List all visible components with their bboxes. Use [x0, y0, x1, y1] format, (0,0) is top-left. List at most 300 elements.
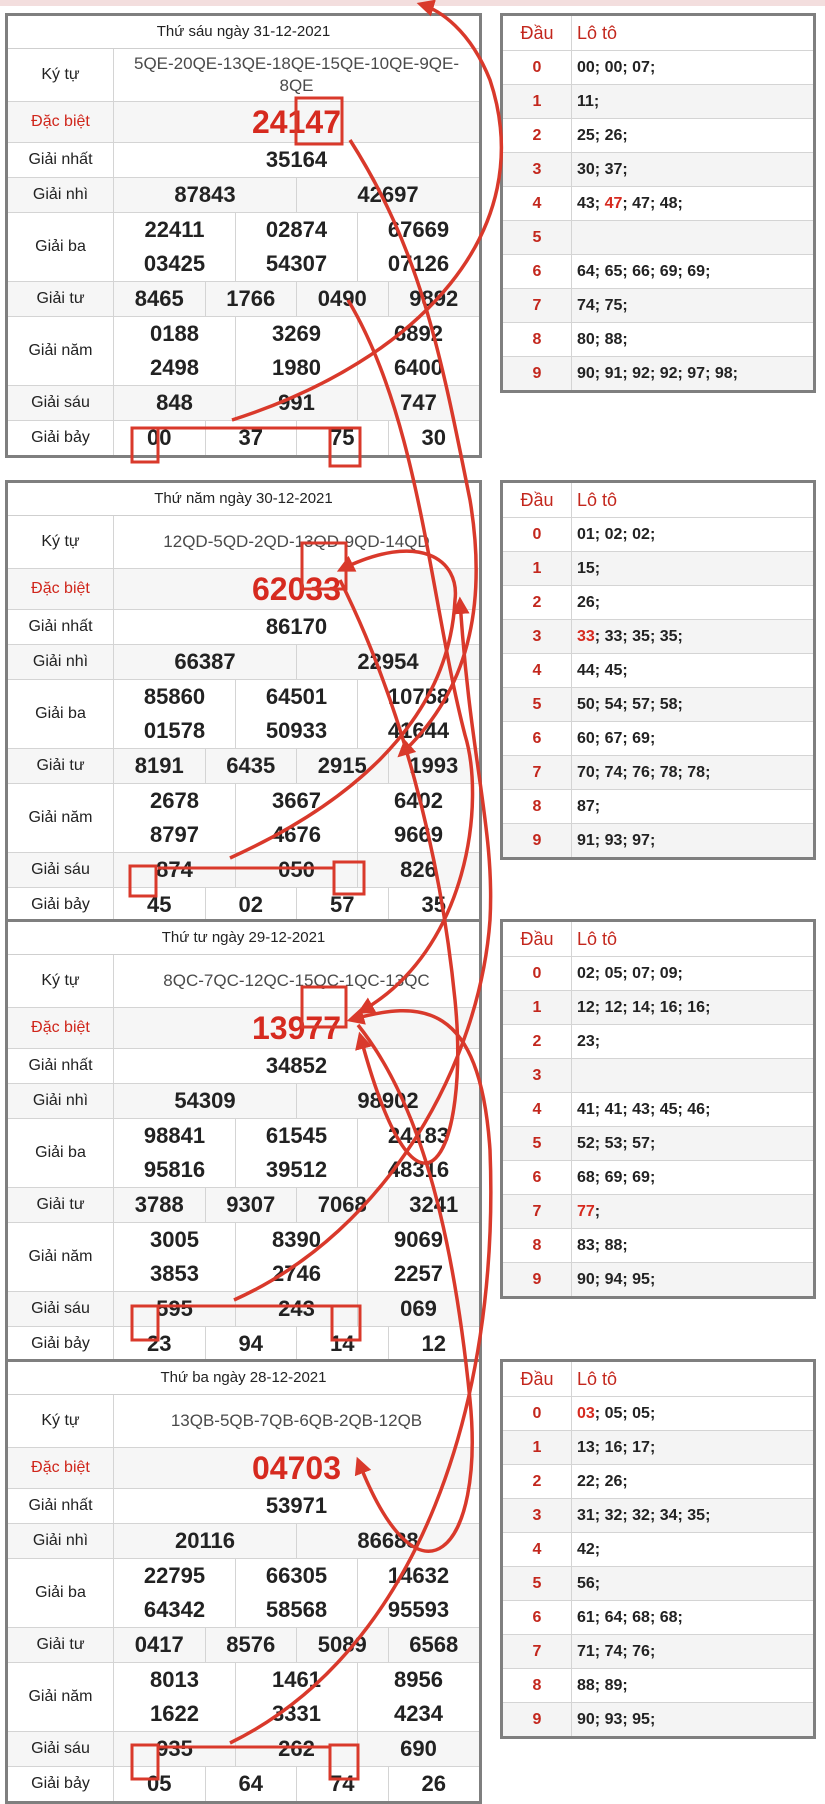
third-prize-number: 02874	[236, 213, 358, 247]
fourth-prize-number: 9307	[206, 1188, 298, 1222]
loto-value-rest: 22; 26;	[577, 1472, 628, 1490]
row-sixth-values	[114, 853, 479, 887]
loto-value-rest: 26;	[577, 593, 601, 611]
seventh-prize-number: 75	[297, 421, 389, 455]
loto-value-rest: 11;	[577, 92, 600, 110]
loto-values	[572, 1059, 813, 1092]
loto-values	[572, 1195, 813, 1228]
loto-values	[572, 552, 813, 585]
fifth-prize-number: 3005	[114, 1223, 236, 1257]
row-seventh	[8, 1327, 479, 1361]
first-prize-number: 53971	[265, 1493, 328, 1518]
special-prize-number: 62033	[252, 570, 341, 607]
loto-head-loto: Lô tô	[577, 22, 618, 43]
fifth-prize-number: 1622	[114, 1697, 236, 1731]
loto-value-rest: 13; 16; 17;	[577, 1438, 656, 1456]
loto-values	[572, 1161, 813, 1194]
loto-head-digit: 3	[503, 620, 572, 653]
loto-values	[572, 1025, 813, 1058]
prize-line	[114, 1448, 479, 1488]
row-sixth-label: Giải sáu	[8, 1732, 114, 1766]
seventh-prize-number: 05	[114, 1767, 206, 1801]
row-third	[8, 213, 479, 282]
row-kytu-label: Ký tự	[8, 49, 114, 101]
third-prize-number: 66305	[236, 1559, 358, 1593]
row-third-values	[114, 680, 479, 748]
row-third	[8, 1119, 479, 1188]
seventh-prize-number: 23	[114, 1327, 206, 1361]
row-second-values	[114, 1084, 479, 1118]
row-first	[8, 143, 479, 178]
loto-values	[572, 620, 813, 653]
loto-values	[572, 357, 813, 390]
loto-value-rest: 60; 67; 69;	[577, 729, 656, 747]
loto-head-digit: 9	[503, 1263, 572, 1296]
loto-value-rest: 44; 45;	[577, 661, 628, 679]
prize-line	[114, 853, 479, 887]
third-prize-number: 61545	[236, 1119, 358, 1153]
loto-values	[572, 187, 813, 220]
row-third	[8, 680, 479, 749]
loto-head-digit: 1	[503, 552, 572, 585]
loto-values	[572, 289, 813, 322]
loto-head-digit: 6	[503, 1161, 572, 1194]
loto-row	[503, 323, 813, 357]
loto-head-digit: 2	[503, 119, 572, 152]
row-first-label: Giải nhất	[8, 1489, 114, 1523]
loto-row	[503, 991, 813, 1025]
prize-line	[114, 102, 479, 142]
loto-values	[572, 1465, 813, 1498]
row-fifth-values	[114, 1663, 479, 1731]
row-seventh	[8, 421, 479, 455]
loto-value-pre: 43;	[577, 194, 605, 212]
loto-head-digit: 4	[503, 654, 572, 687]
sixth-prize-number: 848	[114, 386, 236, 420]
loto-values	[572, 255, 813, 288]
loto-values	[572, 323, 813, 356]
third-prize-number: 67669	[387, 217, 450, 242]
fifth-prize-number: 3331	[236, 1697, 358, 1731]
loto-head-digit: 0	[503, 1397, 572, 1430]
loto-values	[572, 688, 813, 721]
loto-values	[572, 790, 813, 823]
special-prize-number: 04703	[252, 1449, 341, 1486]
prize-line	[114, 49, 479, 101]
row-fifth-label: Giải năm	[8, 1663, 114, 1731]
fourth-prize-number: 6568	[409, 1632, 459, 1657]
loto-value-rest: 42;	[577, 1540, 601, 1558]
prize-line	[114, 645, 479, 679]
loto-row	[503, 1397, 813, 1431]
prize-line	[114, 1257, 479, 1291]
row-fourth-values	[114, 1628, 479, 1662]
row-fourth-values	[114, 749, 479, 783]
loto-value-rest: 90; 91; 92; 92; 97; 98;	[577, 364, 738, 382]
loto-head-digit: 2	[503, 1025, 572, 1058]
loto-head-digit: 6	[503, 722, 572, 755]
third-prize-number: 95816	[114, 1153, 236, 1187]
row-kytu-label: Ký tự	[8, 1395, 114, 1447]
loto-table	[500, 1359, 816, 1739]
fourth-prize-number: 0417	[114, 1628, 206, 1662]
loto-head-digit: 0	[503, 51, 572, 84]
third-prize-number: 64342	[114, 1593, 236, 1627]
loto-values	[572, 85, 813, 118]
loto-value-rest: ; 47; 48;	[622, 194, 683, 212]
loto-row	[503, 1093, 813, 1127]
row-sixth	[8, 1732, 479, 1767]
loto-value-rest: 64; 65; 66; 69; 69;	[577, 262, 711, 280]
loto-row	[503, 957, 813, 991]
row-special	[8, 102, 479, 143]
prize-line	[114, 247, 479, 281]
sixth-prize-number: 050	[236, 853, 358, 887]
row-fourth-label: Giải tư	[8, 282, 114, 316]
prize-line	[114, 610, 479, 644]
row-first-label: Giải nhất	[8, 1049, 114, 1083]
top-strip	[0, 0, 825, 6]
prize-line	[114, 1223, 479, 1257]
sixth-prize-number: 991	[236, 386, 358, 420]
loto-row	[503, 187, 813, 221]
loto-head-dau: Đầu	[503, 483, 572, 517]
first-prize-number: 86170	[265, 614, 328, 639]
row-sixth	[8, 386, 479, 421]
prize-line	[114, 1628, 479, 1662]
row-fifth	[8, 1223, 479, 1292]
prize-line	[114, 351, 479, 385]
loto-head-loto: Lô tô	[577, 928, 618, 949]
loto-head-loto: Lô tô	[577, 1368, 618, 1389]
loto-value-rest: 68; 69; 69;	[577, 1168, 656, 1186]
loto-values	[572, 1093, 813, 1126]
fourth-prize-number: 0490	[297, 282, 389, 316]
loto-head-dau: Đầu	[503, 922, 572, 956]
loto-row	[503, 1263, 813, 1296]
row-third-values	[114, 1119, 479, 1187]
row-special	[8, 1448, 479, 1489]
loto-header	[503, 1362, 813, 1397]
loto-row	[503, 1229, 813, 1263]
fifth-prize-number: 9069	[394, 1227, 443, 1252]
row-fourth	[8, 1188, 479, 1223]
prize-line	[114, 1008, 479, 1048]
seventh-prize-number: 26	[421, 1771, 446, 1796]
fourth-prize-number: 2915	[297, 749, 389, 783]
prize-line	[114, 1292, 479, 1326]
row-fourth	[8, 749, 479, 784]
seventh-prize-number: 35	[421, 892, 446, 917]
fifth-prize-number: 8956	[394, 1667, 443, 1692]
row-third-label: Giải ba	[8, 213, 114, 281]
row-fourth-label: Giải tư	[8, 1628, 114, 1662]
loto-row	[503, 1567, 813, 1601]
loto-row	[503, 1059, 813, 1093]
loto-row	[503, 1703, 813, 1736]
loto-value-rest: 00; 00; 07;	[577, 58, 656, 76]
loto-head-digit: 7	[503, 756, 572, 789]
loto-value-rest: ; 05; 05;	[594, 1404, 656, 1422]
draw-date: Thứ ba ngày 28-12-2021	[8, 1362, 479, 1395]
loto-values	[572, 1635, 813, 1668]
prize-line	[114, 1593, 479, 1627]
loto-values	[572, 1431, 813, 1464]
loto-head-digit: 6	[503, 255, 572, 288]
second-prize-number: 87843	[114, 178, 297, 212]
loto-row	[503, 1195, 813, 1229]
loto-row	[503, 255, 813, 289]
third-prize-number: 98841	[114, 1119, 236, 1153]
special-prize-number: 24147	[252, 103, 341, 140]
fifth-prize-number: 2678	[114, 784, 236, 818]
row-special-values	[114, 1448, 479, 1488]
seventh-prize-number: 12	[421, 1331, 446, 1356]
row-special-values	[114, 569, 479, 609]
row-kytu-label: Ký tự	[8, 955, 114, 1007]
series-code: 12QD-5QD-2QD-13QD-9QD-14QD	[163, 532, 430, 551]
first-prize-number: 34852	[265, 1053, 328, 1078]
loto-value-rest: 12; 12; 14; 16; 16;	[577, 998, 711, 1016]
row-first	[8, 1489, 479, 1524]
fourth-prize-number: 8465	[114, 282, 206, 316]
loto-row	[503, 221, 813, 255]
prize-line	[114, 317, 479, 351]
fifth-prize-number: 1980	[236, 351, 358, 385]
row-fourth-label: Giải tư	[8, 749, 114, 783]
loto-head-digit: 8	[503, 1229, 572, 1262]
fifth-prize-number: 9669	[394, 822, 443, 847]
row-seventh-label: Giải bảy	[8, 888, 114, 922]
fifth-prize-number: 3667	[236, 784, 358, 818]
third-prize-number: 85860	[114, 680, 236, 714]
loto-row	[503, 654, 813, 688]
third-prize-number: 58568	[236, 1593, 358, 1627]
row-kytu	[8, 955, 479, 1008]
fourth-prize-number: 1766	[206, 282, 298, 316]
seventh-prize-number: 02	[206, 888, 298, 922]
second-prize-number: 42697	[357, 182, 419, 207]
prize-line	[114, 386, 479, 420]
prize-line	[114, 1524, 479, 1558]
loto-value-rest: 61; 64; 68; 68;	[577, 1608, 683, 1626]
prize-line	[114, 282, 479, 316]
loto-value-rest: 15;	[577, 559, 601, 577]
loto-header	[503, 16, 813, 51]
loto-value-rest: 88; 89;	[577, 1676, 628, 1694]
loto-row	[503, 620, 813, 654]
loto-values	[572, 586, 813, 619]
fifth-prize-number: 6400	[394, 355, 443, 380]
prize-line	[114, 1395, 479, 1447]
row-third-label: Giải ba	[8, 680, 114, 748]
prize-line	[114, 714, 479, 748]
sixth-prize-number: 595	[114, 1292, 236, 1326]
row-fourth	[8, 1628, 479, 1663]
sixth-prize-number: 826	[400, 857, 437, 882]
prize-line	[114, 1119, 479, 1153]
row-first-values	[114, 1489, 479, 1523]
result-table	[5, 480, 482, 925]
loto-head-digit: 0	[503, 518, 572, 551]
row-seventh-values	[114, 888, 479, 922]
second-prize-number: 66387	[114, 645, 297, 679]
seventh-prize-number: 00	[114, 421, 206, 455]
loto-head-loto: Lô tô	[577, 489, 618, 510]
loto-value-rest: 01; 02; 02;	[577, 525, 656, 543]
row-fourth-values	[114, 282, 479, 316]
loto-head-digit: 7	[503, 1635, 572, 1668]
third-prize-number: 48316	[387, 1157, 450, 1182]
loto-head-digit: 8	[503, 323, 572, 356]
fourth-prize-number: 8191	[114, 749, 206, 783]
loto-row	[503, 153, 813, 187]
loto-values	[572, 722, 813, 755]
series-code: 13QB-5QB-7QB-6QB-2QB-12QB	[170, 1411, 423, 1430]
seventh-prize-number: 14	[297, 1327, 389, 1361]
fourth-prize-number: 9892	[409, 286, 459, 311]
loto-value-rest: 50; 54; 57; 58;	[577, 695, 683, 713]
loto-head-digit: 0	[503, 957, 572, 990]
loto-row	[503, 1499, 813, 1533]
loto-values	[572, 1703, 813, 1736]
loto-value-rest: 74; 75;	[577, 296, 628, 314]
prize-line	[114, 213, 479, 247]
fifth-prize-number: 4234	[394, 1701, 443, 1726]
prize-line	[114, 1489, 479, 1523]
row-kytu	[8, 516, 479, 569]
loto-values	[572, 1533, 813, 1566]
row-fifth-label: Giải năm	[8, 784, 114, 852]
loto-value-rest: ; 33; 35; 35;	[594, 627, 683, 645]
loto-values	[572, 1229, 813, 1262]
row-special-values	[114, 102, 479, 142]
loto-head-digit: 4	[503, 1093, 572, 1126]
row-third-label: Giải ba	[8, 1119, 114, 1187]
loto-head-dau: Đầu	[503, 1362, 572, 1396]
loto-values	[572, 518, 813, 551]
prize-line	[114, 818, 479, 852]
loto-row	[503, 1127, 813, 1161]
row-fifth	[8, 1663, 479, 1732]
row-first	[8, 1049, 479, 1084]
loto-row	[503, 756, 813, 790]
row-fifth-values	[114, 317, 479, 385]
fifth-prize-number: 8390	[236, 1223, 358, 1257]
loto-value-rest: 80; 88;	[577, 330, 628, 348]
loto-value-highlight: 33	[577, 627, 595, 645]
row-first-values	[114, 143, 479, 177]
row-sixth-label: Giải sáu	[8, 386, 114, 420]
row-seventh-values	[114, 421, 479, 455]
series-code: 5QE-20QE-13QE-18QE-15QE-10QE-9QE-8QE	[133, 54, 460, 95]
prize-line	[114, 178, 479, 212]
loto-values	[572, 1397, 813, 1430]
third-prize-number: 95593	[387, 1597, 450, 1622]
row-seventh-label: Giải bảy	[8, 1767, 114, 1801]
loto-row	[503, 1161, 813, 1195]
fifth-prize-number: 6892	[394, 321, 443, 346]
third-prize-number: 39512	[236, 1153, 358, 1187]
loto-value-rest: 91; 93; 97;	[577, 831, 656, 849]
sixth-prize-number: 069	[400, 1296, 437, 1321]
loto-value-rest: 87;	[577, 797, 601, 815]
second-prize-number: 22954	[357, 649, 419, 674]
loto-value-rest: 02; 05; 07; 09;	[577, 964, 683, 982]
seventh-prize-number: 37	[206, 421, 298, 455]
fifth-prize-number: 1461	[236, 1663, 358, 1697]
loto-head-digit: 5	[503, 221, 572, 254]
loto-head-digit: 9	[503, 1703, 572, 1736]
loto-values	[572, 654, 813, 687]
loto-row	[503, 119, 813, 153]
loto-values	[572, 119, 813, 152]
sixth-prize-number: 690	[400, 1736, 437, 1761]
third-prize-number: 64501	[236, 680, 358, 714]
third-prize-number: 10758	[387, 684, 450, 709]
prize-line	[114, 569, 479, 609]
row-third-values	[114, 213, 479, 281]
loto-value-highlight: 77	[577, 1202, 595, 1220]
fourth-prize-number: 6435	[206, 749, 298, 783]
loto-row	[503, 1465, 813, 1499]
prize-line	[114, 516, 479, 568]
loto-row	[503, 1431, 813, 1465]
row-second-label: Giải nhì	[8, 1524, 114, 1558]
row-sixth-values	[114, 1292, 479, 1326]
row-kytu-values	[114, 955, 479, 1007]
third-prize-number: 50933	[236, 714, 358, 748]
loto-head-digit: 1	[503, 1431, 572, 1464]
fifth-prize-number: 3853	[114, 1257, 236, 1291]
fifth-prize-number: 8013	[114, 1663, 236, 1697]
loto-value-rest: 90; 93; 95;	[577, 1710, 656, 1728]
row-seventh-values	[114, 1327, 479, 1361]
seventh-prize-number: 64	[206, 1767, 298, 1801]
fourth-prize-number: 3241	[409, 1192, 459, 1217]
loto-value-rest: 70; 74; 76; 78; 78;	[577, 763, 711, 781]
result-table	[5, 13, 482, 458]
row-special-label: Đặc biệt	[8, 102, 114, 142]
prize-line	[114, 1327, 479, 1361]
loto-table	[500, 480, 816, 860]
loto-values	[572, 991, 813, 1024]
row-special-values	[114, 1008, 479, 1048]
row-third-label: Giải ba	[8, 1559, 114, 1627]
sixth-prize-number: 935	[114, 1732, 236, 1766]
loto-head-digit: 1	[503, 991, 572, 1024]
loto-row	[503, 824, 813, 857]
row-kytu	[8, 49, 479, 102]
row-kytu	[8, 1395, 479, 1448]
seventh-prize-number: 94	[206, 1327, 298, 1361]
prize-line	[114, 680, 479, 714]
loto-values	[572, 221, 813, 254]
row-special	[8, 1008, 479, 1049]
loto-row	[503, 289, 813, 323]
loto-header	[503, 483, 813, 518]
row-sixth-label: Giải sáu	[8, 1292, 114, 1326]
row-kytu-label: Ký tự	[8, 516, 114, 568]
loto-head-digit: 9	[503, 357, 572, 390]
loto-values	[572, 1499, 813, 1532]
row-seventh	[8, 888, 479, 922]
row-second	[8, 1084, 479, 1119]
prize-line	[114, 1732, 479, 1766]
prize-line	[114, 1084, 479, 1118]
loto-head-digit: 5	[503, 1567, 572, 1600]
result-table	[5, 1359, 482, 1804]
